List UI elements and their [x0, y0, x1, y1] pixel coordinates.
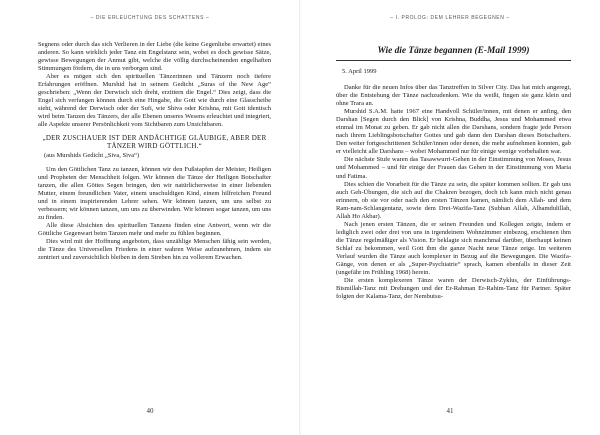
right-paragraph-4: Dies schien die Vorarbeit für die Tänze zu sein, die später kommen sollten. Er gab uns auch Geh-Übungen, die sich auf die Chakren bezogen, doch ich kann mich nicht genau erinnern, ob sie vor oder nach den ersten Tänzen kamen, nämlich dem Allah- und dem Ram-nam-Schlangentanz, sowie dem Drei-Wazifa-Tanz (Subhan Allah, Alhamdulillah, Allah Ho Akbar).: [336, 180, 571, 220]
right-paragraph-5: Nach jenen ersten Tänzen, die er seinen Freunden und Kollegen zeigte, indem er lediglich zwei oder drei von uns in irgendeinem Wohnzimmer einbezog, erschienen ihm die Tänze regelmäßiger als Vision. Er beklagte sich manchmal darüber, überhaupt keinen Schlaf zu bekommen, weil Gott ihm die ganze Nacht neue Tänze zeige. Im weiteren Verlauf wurden die Tänze auch komplexer in Bezug auf die Bewegungen. Die Wazifa-Gänge, von denen er als „Super-Psychiatrie“ sprach, kamen ebenfalls in dieser Zeit (ungefähr im Frühling 1968) herein.: [336, 220, 571, 277]
right-page: [300, 0, 600, 435]
left-running-head: – DIE ERLEUCHTUNG DES SCHATTENS –: [90, 15, 210, 21]
right-paragraph-6: Die ersten komplexeren Tänze waren der Derwisch-Zyklus, der Einführungs-Bismillah-Tanz mit Drehungen und der Er-Rahman Er-Rahim-Tanz für Partner. Später folgten der Kalama-Tanz, der Nembutsu-: [336, 277, 571, 301]
right-paragraph-3: Die nächste Stufe waren das Tasawwurri-Gehen in der Einstimmung von Moses, Jesus und Mohammed – und für einige der Frauen das Gehen in der Einstimmung von Maria und Fatima.: [336, 156, 571, 180]
title-rule: [336, 60, 571, 61]
left-paragraph-1: Segnens oder durch das sich Verlieren in der Liebe (die keine Gegenliebe erwartet) eines anderen. So kann wirklich jeder Tanz ein Engelstanz sein, wobei es doch gewisse Sätze, gewisse Bewegungen der Anmut gibt, welche die völlig durchscheinenden engelhaften Stimmungen fördern, die in uns verborgen sind.: [38, 41, 271, 73]
left-paragraph-2: Aber es mögen sich den spirituellen Tänzerinnen und Tänzern noch tiefere Erfahrungen eröffnen. Murshid hat in seinem Gedicht „Suras of the New Age“ geschrieben: „Wenn der Derwisch sich dreht, erzittern die Engel.“ Dies zeigt, dass die Engel sich verfangen können durch eine Hingabe, die Gott wie durch eine Glasscheibe sieht, während der Derwisch oder der Sufi, wie Shiva oder Krishna, mit Gott identisch wird beim Tanzen des Tänzers, der alle Ebenen unseres Wesens erleuchtet und integriert, alle Aspekte unserer Persönlichkeit vom Sichtbaren zum Unsichtbaren.: [38, 73, 271, 129]
left-paragraph-4: Alle diese Absichten des spirituellen Tanzens finden eine Antwort, wenn wir die Göttliche Gegenwart beim Tanzen mehr und mehr zu fühlen beginnen.: [38, 222, 271, 238]
pull-quote: „DER ZUSCHAUER IST DER ANDÄCHTIGE GLÄUBIGE, ABER DER TÄNZER WIRD GÖTTLICH.“: [42, 133, 267, 150]
right-running-head: – I. PROLOG: DEM LEHRER BEGEGNEN –: [390, 15, 510, 21]
left-page-body: [38, 41, 271, 262]
left-paragraph-3: Um den Göttlichen Tanz zu tanzen, können wir den Fußstapfen der Meister, Heiligen und Propheten der Menschheit folgen. Wir können die Tänze der Heiligen Botschafter tanzen, die allen Göttes Segen bringen, den wir natürlicherweise in einer liebenden Mutter, einem freundlichen Vater, einem unschuldigen Kind, einem hilfreichen Freund und in einem inspirierenden Lehrer sehen. Wir können tanzen, um uns selbst zu verbessern; wir können tanzen, um uns zu überwinden. Wir können sogar tanzen, um uns zu finden.: [38, 165, 271, 222]
letter-date: 5. April 1999: [342, 68, 377, 75]
right-paragraph-2: Murshid S.A.M. hatte 1967 eine Handvoll Schüler/innen, mit denen er anfing, den Darshan [Segen durch den Blick] von Krishna, Buddha, Jesus und Mohammed etwa einmal im Monat zu geben. Er gab nicht allen die Darshans, sondern fragte jede Person nach ihrem Lieblingsbotschafter Gottes und gab dann den Darshan dieses Botschafters. Den weiter fortgeschrittenen Schüler/innen oder denen, die mehr aufnehmen konnten, gab er vielleicht alle Darshans – wobei Mohammed nur für einige wenige vorbehalten war.: [336, 108, 571, 156]
quote-source: (aus Murshids Gedicht „Siva, Siva“): [44, 151, 140, 159]
right-page-body: [336, 46, 571, 301]
chapter-title: Wie die Tänze begannen (E-Mail 1999): [377, 46, 530, 56]
left-page-number: 40: [146, 407, 154, 415]
right-page-number: 41: [446, 407, 454, 415]
left-paragraph-5: Dies wird mit der Hoffnung angeboten, dass unzählige Menschen fähig sein werden, die Tänze des Universellen Friedens in einer wahren Weise aufzunehmen, indem sie zentriert und zuversichtlich bleiben in dem Streben hin zu vollerem Erwachen.: [38, 238, 271, 262]
right-paragraph-1: Danke für die neuen Infos über das Tanztreffen in Silver City. Das hat mich angeregt, über die Entstehung der Tänze nachzudenken. Wie du weißt, fingen sie ganz klein und ohne Trara an.: [336, 84, 571, 108]
